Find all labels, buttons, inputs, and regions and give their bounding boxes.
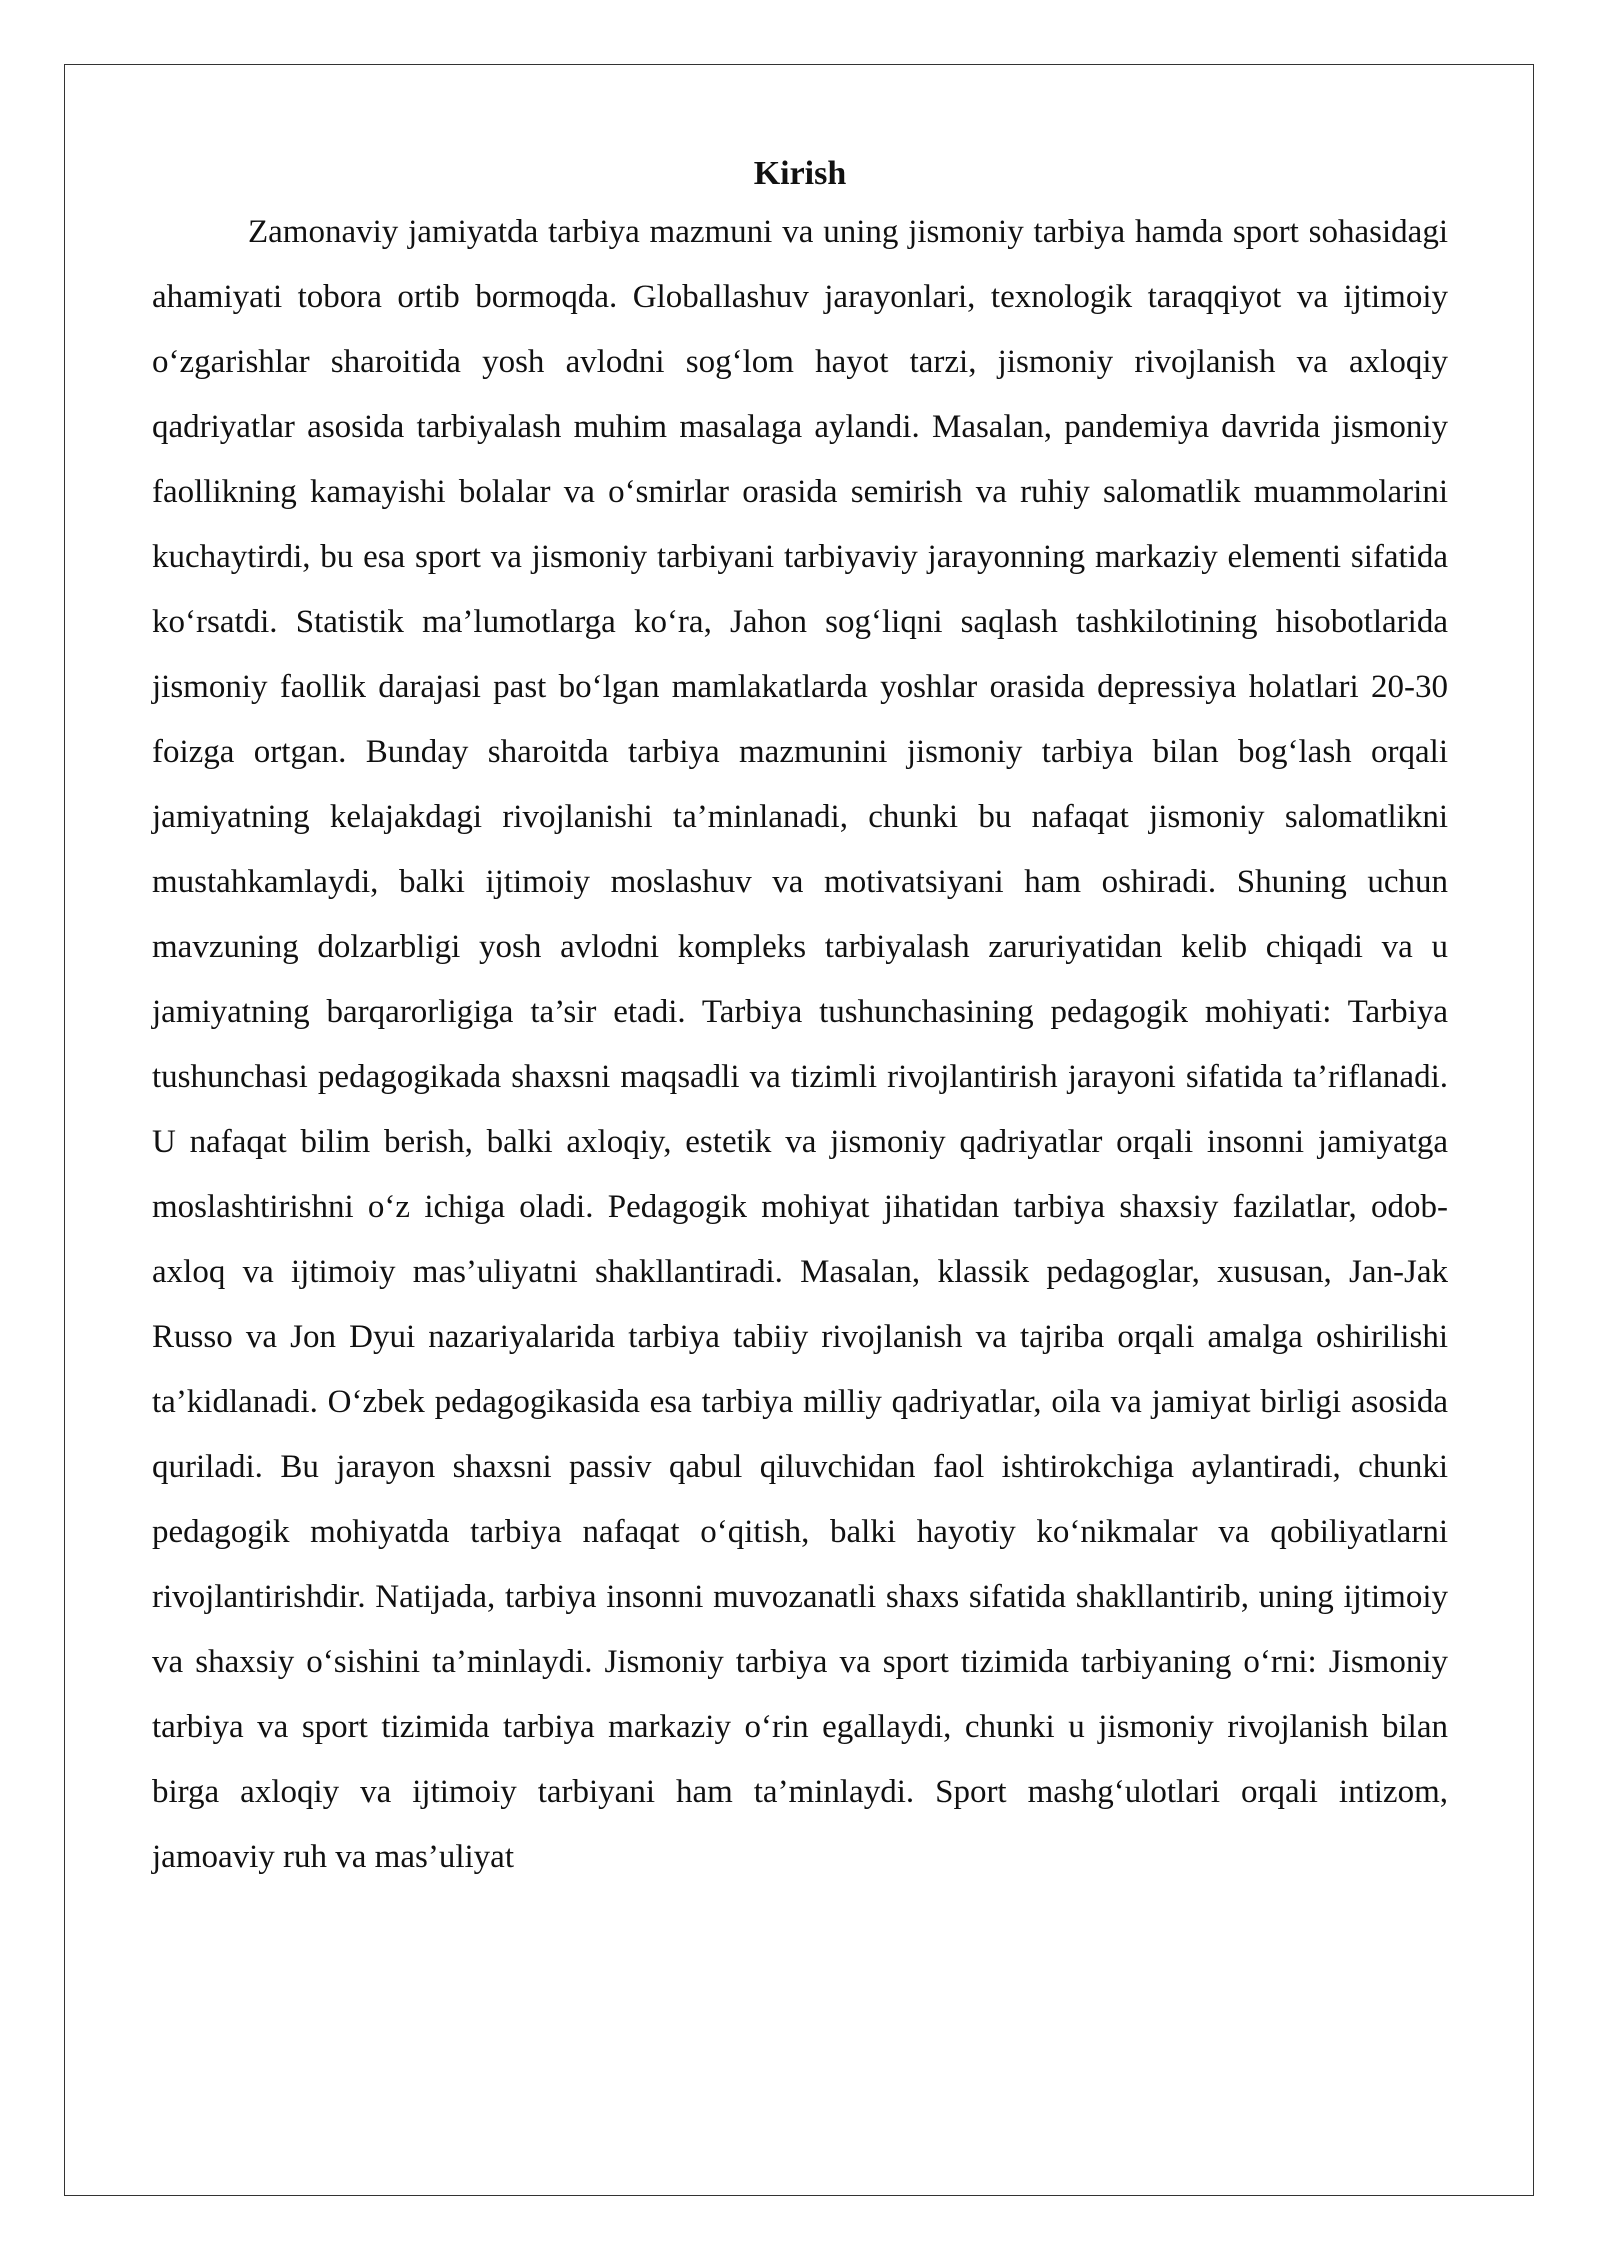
document-title: Kirish (753, 155, 847, 192)
body-paragraph: Zamonaviy jamiyatda tarbiya mazmuni va uning jismoniy tarbiya hamda sport sohasidagi ahamiyati tobora ortib bormoqda. Globallashuv jarayonlari, texnologik taraqqiyot va ijtimoiy o‘zgarishlar sharoitida yosh avlodni sog‘lom hayot tarzi, jismoniy rivojlanish va axloqiy qadriyatlar asosida tarbiyalash muhim masalaga aylandi. Masalan, pandemiya davrida jismoniy faollikning kamayishi bolalar va o‘smirlar orasida semirish va ruhiy salomatlik muammolarini kuchaytirdi, bu esa sport va jismoniy tarbiyani tarbiyaviy jarayonning markaziy elementi sifatida ko‘rsatdi. Statistik ma’lumotlarga ko‘ra, Jahon sog‘liqni saqlash tashkilotining hisobotlarida jismoniy faollik darajasi past bo‘lgan mamlakatlarda yoshlar orasida depressiya holatlari 20-30 foizga ortgan. Bunday sharoitda tarbiya mazmunini jismoniy tarbiya bilan bog‘lash orqali jamiyatning kelajakdagi rivojlanishi ta’minlanadi, chunki bu nafaqat jismoniy salomatlikni mustahkamlaydi, balki ijtimoiy moslashuv va motivatsiyani ham oshiradi. Shuning uchun mavzuning dolzarbligi yosh avlodni kompleks tarbiyalash zaruriyatidan kelib chiqadi va u jamiyatning barqarorligiga ta’sir etadi. Tarbiya tushunchasining pedagogik mohiyati: Tarbiya tushunchasi pedagogikada shaxsni maqsadli va tizimli rivojlantirish jarayoni sifatida ta’riflanadi. U nafaqat bilim berish, balki axloqiy, estetik va jismoniy qadriyatlar orqali insonni jamiyatga moslashtirishni o‘z ichiga oladi. Pedagogik mohiyat jihatidan tarbiya shaxsiy fazilatlar, odob-axloq va ijtimoiy mas’uliyatni shakllantiradi. Masalan, klassik pedagoglar, xususan, Jan-Jak Russo va Jon Dyui nazariyalarida tarbiya tabiiy rivojlanish va tajriba orqali amalga oshirilishi ta’kidlanadi. O‘zbek pedagogikasida esa tarbiya milliy qadriyatlar, oila va jamiyat birligi asosida quriladi. Bu jarayon shaxsni passiv qabul qiluvchidan faol ishtirokchiga aylantiradi, chunki pedagogik mohiyatda tarbiya nafaqat o‘qitish, balki hayotiy ko‘nikmalar va qobiliyatlarni rivojlantirishdir. Natijada, tarbiya insonni muvozanatli shaxs sifatida shakllantirib, uning ijtimoiy va shaxsiy o‘sishini ta’minlaydi. Jismoniy tarbiya va sport tizimida tarbiyaning o‘rni: Jismoniy tarbiya va sport tizimida tarbiya markaziy o‘rin egallaydi, chunki u jismoniy rivojlanish bilan birga axloqiy va ijtimoiy tarbiyani ham ta’minlaydi. Sport mashg‘ulotlari orqali intizom, jamoaviy ruh va mas’uliyat (152, 214, 1448, 1875)
document-content (152, 148, 1448, 1890)
